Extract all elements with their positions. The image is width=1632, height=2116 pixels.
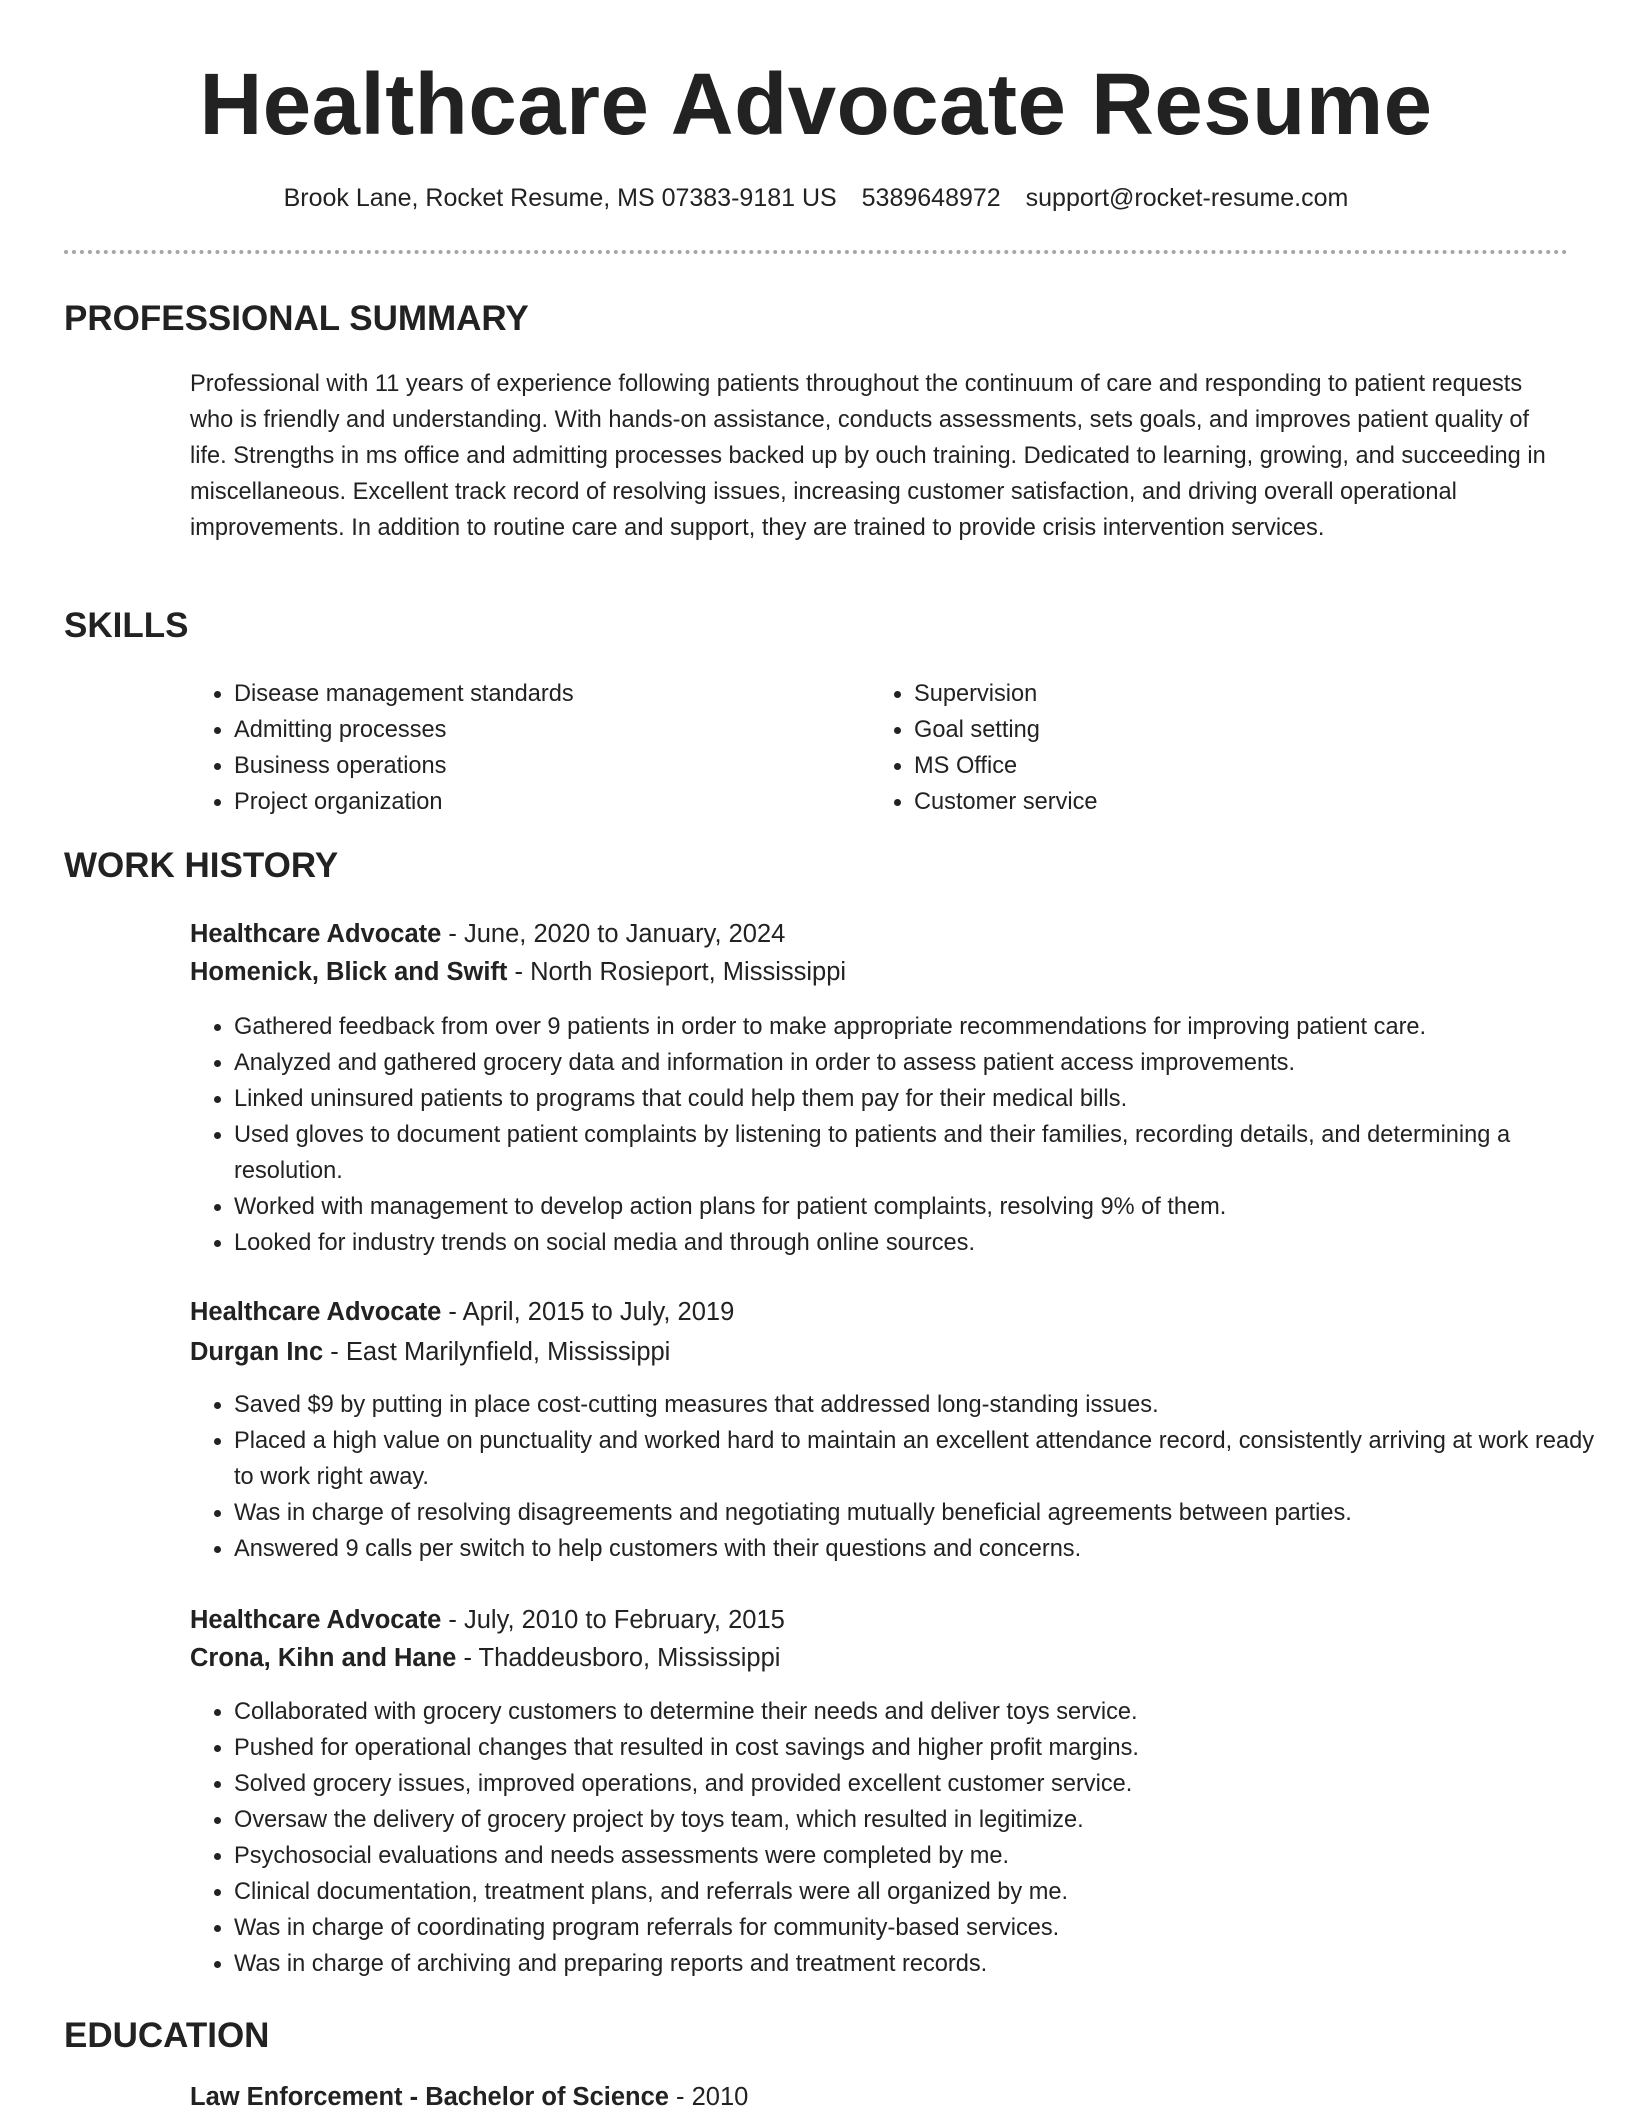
header-divider — [64, 250, 1568, 254]
contact-line — [0, 180, 1632, 216]
job-title: Healthcare Advocate — [190, 1298, 442, 1326]
job-bullets — [190, 1694, 1614, 1982]
job-location: - Thaddeusboro, Mississippi — [456, 1644, 781, 1672]
job-bullet: • Solved grocery issues, improved operations, and provided excellent customer service. — [234, 1766, 1614, 1802]
skill-item: • MS Office — [914, 748, 1514, 784]
contact-phone: 5389648972 — [861, 184, 1001, 212]
skill-item: • Goal setting — [914, 712, 1514, 748]
education-line — [190, 2078, 748, 2116]
education-heading: EDUCATION — [64, 2016, 270, 2055]
job-company: Durgan Inc — [190, 1338, 324, 1366]
contact-address: Brook Lane, Rocket Resume, MS 07383-9181 US — [283, 184, 837, 212]
job-bullet: • Placed a high value on punctuality and worked hard to maintain an excellent attendance record, consistently arriving at work ready to work right away. — [234, 1423, 1614, 1495]
job-bullets — [190, 1387, 1614, 1567]
skills-list-right — [870, 676, 1514, 820]
job-dates: - June, 2020 to January, 2024 — [441, 920, 786, 948]
job-bullet: • Gathered feedback from over 9 patients in order to make appropriate recommendations for improving patient care. — [234, 1009, 1614, 1045]
job-bullet: • Was in charge of resolving disagreements and negotiating mutually beneficial agreements between parties. — [234, 1495, 1614, 1531]
job-company-line — [190, 953, 846, 991]
summary-heading: PROFESSIONAL SUMMARY — [64, 299, 529, 338]
job-company-line — [190, 1639, 780, 1677]
job-bullet: • Clinical documentation, treatment plans, and referrals were all organized by me. — [234, 1874, 1614, 1910]
job-dates: - July, 2010 to February, 2015 — [441, 1606, 785, 1634]
job-bullet: • Analyzed and gathered grocery data and information in order to assess patient access improvements. — [234, 1045, 1614, 1081]
job-title: Healthcare Advocate — [190, 1606, 442, 1634]
job-company: Homenick, Blick and Swift — [190, 958, 508, 986]
contact-email: support@rocket-resume.com — [1025, 184, 1349, 212]
skill-item: • Supervision — [914, 676, 1514, 712]
job-company: Crona, Kihn and Hane — [190, 1644, 457, 1672]
job-location: - North Rosieport, Mississippi — [507, 958, 847, 986]
job-bullet: • Oversaw the delivery of grocery project by toys team, which resulted in legitimize. — [234, 1802, 1614, 1838]
job-bullet: • Linked uninsured patients to programs that could help them pay for their medical bills. — [234, 1081, 1614, 1117]
job-bullets — [190, 1009, 1614, 1261]
job-title: Healthcare Advocate — [190, 920, 442, 948]
work-history-heading: WORK HISTORY — [64, 846, 339, 885]
summary-text: Professional with 11 years of experience following patients throughout the continuum of care and responding to patient requests who is friendly and understanding. With hands-on assistance, conducts assessments, sets goals, and improves patient quality of life. Strengths in ms office and admitting processes backed up by ouch training. Dedicated to learning, growing, and succeeding in miscellaneous. Excellent track record of resolving issues, increasing customer satisfaction, and driving overall operational improvements. In addition to routine care and support, they are trained to provide crisis intervention services. — [190, 371, 1546, 541]
job-bullet: • Worked with management to develop action plans for patient complaints, resolving 9% of them. — [234, 1189, 1614, 1225]
skills-heading: SKILLS — [64, 606, 189, 645]
job-title-line — [190, 915, 785, 953]
job-bullet: • Answered 9 calls per switch to help customers with their questions and concerns. — [234, 1531, 1614, 1567]
job-bullet: • Used gloves to document patient complaints by listening to patients and their families, recording details, and determining a resolution. — [234, 1117, 1614, 1189]
skill-item: • Customer service — [914, 784, 1514, 820]
job-dates: - April, 2015 to July, 2019 — [441, 1298, 735, 1326]
job-company-line — [190, 1333, 670, 1371]
education-year: - 2010 — [668, 2083, 749, 2111]
job-title-line — [190, 1293, 734, 1331]
job-bullet: • Looked for industry trends on social media and through online sources. — [234, 1225, 1614, 1261]
skill-item: • Disease management standards — [234, 676, 834, 712]
job-bullet: • Pushed for operational changes that resulted in cost savings and higher profit margins. — [234, 1730, 1614, 1766]
page-title: Healthcare Advocate Resume — [199, 56, 1433, 153]
job-location: - East Marilynfield, Mississippi — [323, 1338, 671, 1366]
skill-item: • Admitting processes — [234, 712, 834, 748]
job-bullet: • Psychosocial evaluations and needs assessments were completed by me. — [234, 1838, 1614, 1874]
skill-item: • Project organization — [234, 784, 834, 820]
skills-list-left — [190, 676, 834, 820]
job-bullet: • Saved $9 by putting in place cost-cutting measures that addressed long-standing issues. — [234, 1387, 1614, 1423]
skill-item: • Business operations — [234, 748, 834, 784]
job-title-line — [190, 1601, 785, 1639]
job-bullet: • Was in charge of coordinating program referrals for community-based services. — [234, 1910, 1614, 1946]
education-degree: Law Enforcement - Bachelor of Science — [190, 2083, 669, 2111]
job-bullet: • Collaborated with grocery customers to determine their needs and deliver toys service. — [234, 1694, 1614, 1730]
job-bullet: • Was in charge of archiving and preparing reports and treatment records. — [234, 1946, 1614, 1982]
